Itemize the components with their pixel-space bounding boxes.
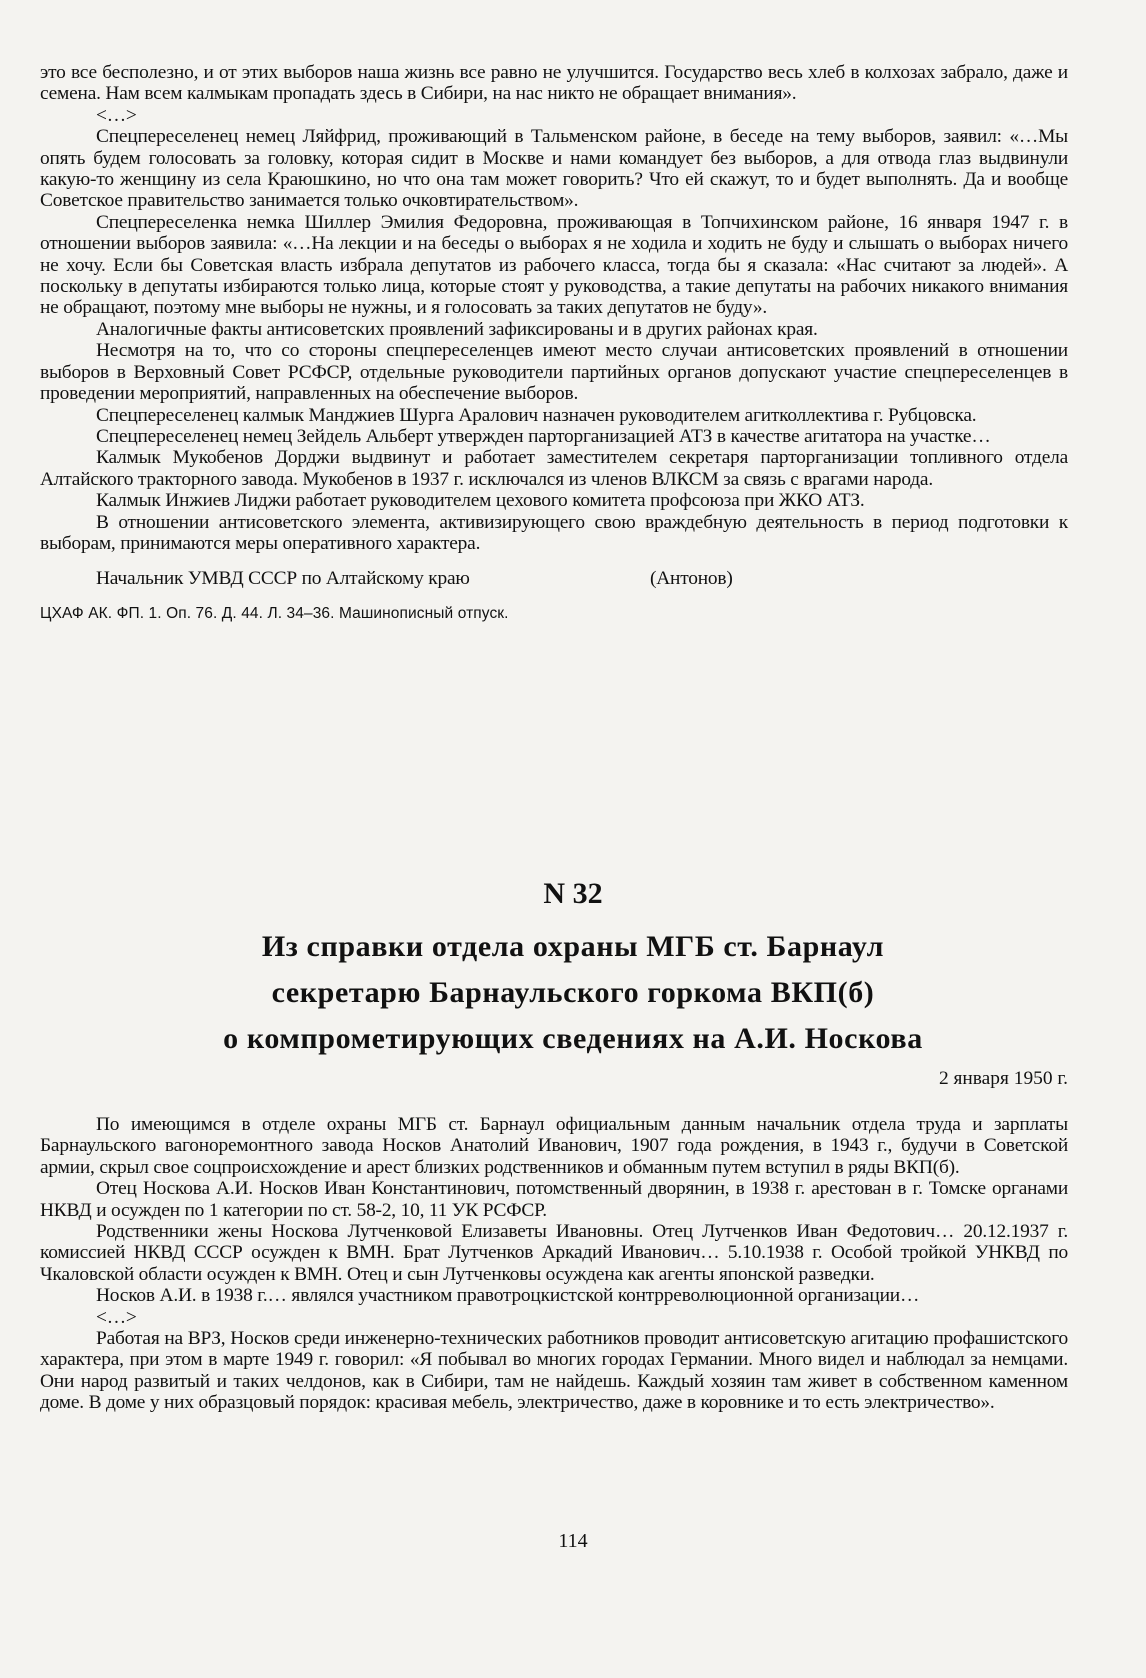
top-text-block [40,62,1068,624]
signature-post: Начальник УМВД СССР по Алтайскому краю [96,568,470,590]
title-line: о компрометирующих сведениях на А.И. Носкова [223,1022,923,1055]
paragraph: В отношении антисоветского элемента, активизирующего свою враждебную деятельность в период подготовки к выборам, принимаются меры оперативного характера. [40,511,1068,554]
paragraph: Спецпереселенец немец Зейдель Альберт утвержден парторганизацией АТЗ в качестве агитатора на участке… [96,425,991,447]
paragraph: По имеющимся в отделе охраны МГБ ст. Барнаул официальным данным начальник отдела труда и зарплаты Барнаульского вагоноремонтного завода Носков Анатолий Иванович, 1907 года рождения, в 1943 г., будучи в Советской армии, скрыл свое соцпроисхождение и арест близких родственников и обманным путем вступил в ряды ВКП(б). [40,1114,1068,1178]
paragraph: Несмотря на то, что со стороны спецпереселенцев имеют место случаи антисоветских проявлений в отношении выборов в Верховный Совет РСФСР, отдельные руководители партийных органов допускают участие спецпереселенцев в проведении мероприятий, направленных на обеспечение выборов. [40,340,1068,405]
page-number: 114 [558,1530,588,1552]
document-title [0,924,1146,1062]
document-date: 2 января 1950 г. [938,1068,1068,1089]
paragraph: Калмык Мукобенов Дорджи выдвинут и работает заместителем секретаря парторганизации топливного отдела Алтайского тракторного завода. Мукобенов в 1937 г. исключался из членов ВЛКСМ за связь с врагами народа. [40,447,1068,490]
paragraph: Спецпереселенец калмык Манджиев Шурга Аралович назначен руководителем агитколлектива г. Рубцовска. [96,404,977,426]
paragraph: Отец Носкова А.И. Носков Иван Константинович, потомственный дворянин, в 1938 г. арестован в г. Томске органами НКВД и осужден по 1 категории по ст. 58-2, 10, 11 УК РСФСР. [40,1178,1068,1221]
paragraph: Носков А.И. в 1938 г.… являлся участником правотроцкистской контрреволюционной организации… [96,1285,920,1307]
ellipsis-marker: <…> [96,1306,137,1328]
title-line: секретарю Барнаульского горкома ВКП(б) [271,976,875,1009]
signature-name: (Антонов) [650,568,733,590]
paragraph: Работая на ВРЗ, Носков среди инженерно-технических работников проводит антисоветскую агитацию профашистского характера, при этом в марте 1949 г. говорил: «Я побывал во многих городах Германии. Много видел и наблюдал за немцами. Они народ развитый и таких челдонов, как в Сибири, там не найдешь. Каждый хозяин там живет в собственном каменном доме. В доме у них образцовый порядок: красивая мебель, электричество, даже в коровнике и то есть электричество». [40,1328,1068,1414]
paragraph: Спецпереселенец немец Ляйфрид, проживающий в Тальменском районе, в беседе на тему выборов, заявил: «…Мы опять будем голосовать за головку, которая сидит в Москве и нами командует без выборов, а для отвода глаз выдвинули какую-то женщину из села Краюшкино, но что она там может говорить? Что ей скажут, то и будет выполнять. Да и вообще Советское правительство занимается только очковтирательством». [40,126,1068,212]
paragraph: Родственники жены Носкова Лутченковой Елизаветы Ивановны. Отец Лутченков Иван Федотович… 20.12.1937 г. комиссией НКВД СССР осужден к ВМН. Брат Лутченков Аркадий Иванович… 5.10.1938 г. Особой тройкой УНКВД по Чкаловской области осужден к ВМН. Отец и сын Лутченковы осуждена как агенты японской разведки. [40,1221,1068,1285]
paragraph: Аналогичные факты антисоветских проявлений зафиксированы и в других районах края. [96,318,818,340]
ellipsis-marker: <…> [96,104,137,126]
bottom-text-block [40,1114,1068,1414]
document-number: N 32 [543,877,603,910]
paragraph: это все бесполезно, и от этих выборов наша жизнь все равно не улучшится. Государство весь хлеб в колхозах забрало, даже и семена. Нам всем калмыкам пропадать здесь в Сибири, на нас никто не обращает внимания». [40,62,1068,105]
paragraph: Калмык Инжиев Лиджи работает руководителем цехового комитета профсоюза при ЖКО АТЗ. [96,490,865,512]
title-line: Из справки отдела охраны МГБ ст. Барнаул [261,930,885,963]
paragraph: Спецпереселенка немка Шиллер Эмилия Федоровна, проживающая в Топчихинском районе, 16 января 1947 г. в отношении выборов заявила: «…На лекции и на беседы о выборах я не ходила и ходить не буду и слышать о выборах ничего не хочу. Если бы Советская власть избрала депутатов из рабочего класса, тогда бы я сказала: «Нас считают за людей». А поскольку в депутаты избираются только лица, которые стоят у руководства, а такие депутаты на рабочих никакого внимания не обращают, поэтому мне выборы не нужны, и я голосовать за таких депутатов не буду». [40,211,1068,319]
signature-line [40,568,1068,589]
archive-reference: ЦХАФ АК. ФП. 1. Оп. 76. Д. 44. Л. 34–36. Машинописный отпуск. [40,604,509,622]
